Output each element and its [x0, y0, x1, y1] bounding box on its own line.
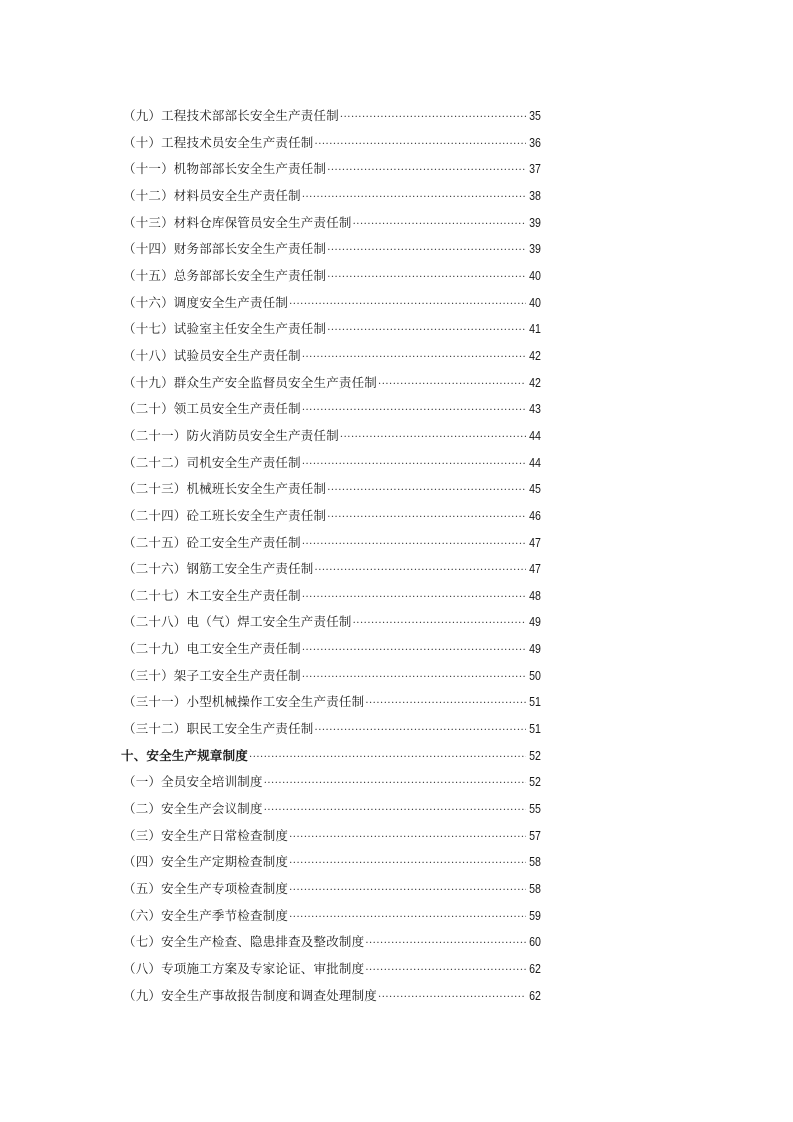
toc-entry-page: 57: [529, 828, 541, 843]
dot-leader: [327, 481, 526, 501]
toc-entry-page: 40: [529, 295, 541, 310]
toc-entry-label: （二十一）防火消防员安全生产责任制: [123, 427, 339, 443]
toc-entry[interactable]: [121, 852, 541, 879]
toc-entry-label: （二十三）机械班长安全生产责任制: [123, 481, 327, 497]
toc-entry-label: （一）全员安全培训制度: [123, 774, 263, 790]
toc-entry[interactable]: [121, 666, 541, 693]
toc-entry[interactable]: [121, 506, 541, 533]
toc-entry-label: （三十二）职民工安全生产责任制: [123, 721, 314, 737]
toc-entry-label: （十）工程技术员安全生产责任制: [123, 134, 314, 150]
dot-leader: [289, 854, 526, 874]
toc-entry-label: （十一）机物部部长安全生产责任制: [123, 161, 327, 177]
toc-entry[interactable]: [121, 959, 541, 986]
toc-entry[interactable]: [121, 239, 541, 266]
toc-entry[interactable]: [121, 826, 541, 853]
toc-entry-label: （三）安全生产日常检查制度: [123, 827, 289, 843]
toc-entry-page: 62: [529, 988, 541, 1003]
toc-heading-label: 十、安全生产规章制度: [121, 747, 249, 763]
toc-entry-page: 38: [529, 188, 541, 203]
toc-entry-label: （二十八）电（气）焊工安全生产责任制: [123, 614, 352, 630]
toc-entry-page: 44: [529, 428, 541, 443]
dot-leader: [289, 881, 526, 901]
toc-entry-label: （八）专项施工方案及专家论证、审批制度: [123, 961, 365, 976]
toc-section-heading[interactable]: [121, 746, 541, 773]
toc-entry[interactable]: [121, 932, 541, 959]
dot-leader: [340, 428, 526, 448]
toc-entry-page: 51: [529, 722, 541, 737]
toc-entry-label: （二十二）司机安全生产责任制: [123, 454, 301, 470]
dot-leader: [365, 694, 526, 714]
dot-leader: [289, 908, 526, 928]
toc-entry[interactable]: [121, 133, 541, 160]
toc-entry-label: （十三）材料仓库保管员安全生产责任制: [123, 214, 352, 230]
dot-leader: [302, 455, 526, 475]
toc-entry-page: 36: [529, 135, 541, 150]
dot-leader: [302, 535, 526, 555]
toc-entry-page: 49: [529, 642, 541, 657]
toc-entry-label: （二十七）木工安全生产责任制: [123, 587, 301, 603]
toc-entry-page: 62: [529, 962, 541, 976]
dot-leader: [315, 721, 527, 741]
toc-entry-page: 45: [529, 482, 541, 497]
toc-entry-page: 37: [529, 162, 541, 177]
toc-entry-page: 40: [529, 268, 541, 283]
dot-leader: [378, 988, 526, 1008]
dot-leader: [302, 348, 526, 368]
toc-entry[interactable]: [121, 399, 541, 426]
toc-entry-label: （十五）总务部部长安全生产责任制: [123, 267, 327, 283]
dot-leader: [365, 961, 526, 981]
toc-entry-label: （二十）领工员安全生产责任制: [123, 401, 301, 417]
toc-entry[interactable]: [121, 799, 541, 826]
toc-entry[interactable]: [121, 319, 541, 346]
toc-entry-page: 60: [529, 935, 541, 950]
toc-entry-page: 39: [529, 215, 541, 230]
toc-entry-label: （十四）财务部部长安全生产责任制: [123, 241, 327, 257]
dot-leader: [249, 748, 526, 768]
toc-entry-label: （十七）试验室主任安全生产责任制: [123, 321, 327, 337]
toc-entry-label: （二）安全生产会议制度: [123, 801, 263, 817]
toc-entry-page: 42: [529, 375, 541, 390]
toc-entry-page: 46: [529, 508, 541, 523]
toc-entry[interactable]: [121, 426, 541, 453]
toc-entry[interactable]: [121, 986, 541, 1013]
dot-leader: [302, 401, 526, 421]
toc-entry-label: （二十九）电工安全生产责任制: [123, 641, 301, 657]
table-of-contents: [121, 106, 541, 1012]
toc-entry-page: 55: [529, 802, 541, 817]
toc-entry[interactable]: [121, 772, 541, 799]
toc-entry-page: 47: [529, 535, 541, 550]
toc-entry-page: 43: [529, 402, 541, 417]
toc-entry-label: （二十六）钢筋工安全生产责任制: [123, 561, 314, 577]
toc-entry[interactable]: [121, 266, 541, 293]
toc-entry-label: （七）安全生产检查、隐患排查及整改制度: [123, 934, 365, 950]
toc-entry[interactable]: [121, 373, 541, 400]
dot-leader: [289, 295, 526, 315]
toc-entry-label: （十八）试验员安全生产责任制: [123, 347, 301, 363]
dot-leader: [315, 135, 527, 155]
toc-entry[interactable]: [121, 293, 541, 320]
dot-leader: [315, 561, 527, 581]
dot-leader: [378, 375, 526, 395]
toc-entry-label: （十六）调度安全生产责任制: [123, 294, 289, 310]
toc-entry[interactable]: [121, 533, 541, 560]
toc-entry[interactable]: [121, 906, 541, 933]
toc-entry-label: （二十五）砼工安全生产责任制: [123, 534, 301, 550]
toc-entry-page: 41: [529, 322, 541, 337]
toc-entry-label: （三十）架子工安全生产责任制: [123, 667, 301, 683]
toc-entry-label: （二十四）砼工班长安全生产责任制: [123, 507, 327, 523]
dot-leader: [353, 215, 526, 235]
toc-entry[interactable]: [121, 346, 541, 373]
dot-leader: [289, 828, 526, 848]
dot-leader: [353, 614, 526, 634]
toc-entry[interactable]: [121, 692, 541, 719]
toc-entry-label: （十二）材料员安全生产责任制: [123, 187, 301, 203]
toc-entry[interactable]: [121, 453, 541, 480]
dot-leader: [327, 268, 526, 288]
toc-entry-page: 47: [529, 562, 541, 577]
toc-entry[interactable]: [121, 559, 541, 586]
toc-entry-label: （五）安全生产专项检查制度: [123, 881, 289, 897]
toc-entry-page: 48: [529, 588, 541, 603]
toc-entry[interactable]: [121, 612, 541, 639]
dot-leader: [302, 641, 526, 661]
toc-entry-page: 35: [529, 109, 541, 123]
dot-leader: [302, 588, 526, 608]
toc-entry-page: 52: [529, 775, 541, 790]
toc-entry-page: 50: [529, 668, 541, 683]
toc-entry-label: （三十一）小型机械操作工安全生产责任制: [123, 694, 365, 710]
toc-entry-label: （九）工程技术部部长安全生产责任制: [123, 108, 339, 123]
dot-leader: [302, 188, 526, 208]
toc-entry-label: （六）安全生产季节检查制度: [123, 907, 289, 923]
dot-leader: [327, 161, 526, 181]
toc-entry-label: （四）安全生产定期检查制度: [123, 854, 289, 870]
toc-entry-label: （九）安全生产事故报告制度和调查处理制度: [123, 987, 378, 1003]
toc-entry-page: 51: [529, 695, 541, 710]
toc-entry[interactable]: [121, 479, 541, 506]
toc-entry[interactable]: [121, 639, 541, 666]
dot-leader: [302, 668, 526, 688]
toc-entry-page: 49: [529, 615, 541, 630]
dot-leader: [264, 774, 526, 794]
toc-entry-page: 42: [529, 348, 541, 363]
toc-entry-page: 39: [529, 242, 541, 257]
toc-entry[interactable]: [121, 719, 541, 746]
toc-entry-page: 58: [529, 882, 541, 897]
dot-leader: [327, 508, 526, 528]
dot-leader: [327, 241, 526, 261]
dot-leader: [264, 801, 526, 821]
toc-entry[interactable]: [121, 586, 541, 613]
toc-entry-page: 52: [529, 748, 541, 763]
toc-entry[interactable]: [121, 159, 541, 186]
toc-entry[interactable]: [121, 213, 541, 240]
toc-entry[interactable]: [121, 879, 541, 906]
toc-entry-page: 59: [529, 908, 541, 923]
dot-leader: [340, 108, 526, 128]
toc-entry-label: （十九）群众生产安全监督员安全生产责任制: [123, 374, 378, 390]
dot-leader: [327, 321, 526, 341]
toc-entry[interactable]: [121, 186, 541, 213]
toc-entry-page: 58: [529, 855, 541, 870]
toc-entry[interactable]: [121, 106, 541, 133]
dot-leader: [365, 934, 526, 954]
toc-entry-page: 44: [529, 455, 541, 470]
